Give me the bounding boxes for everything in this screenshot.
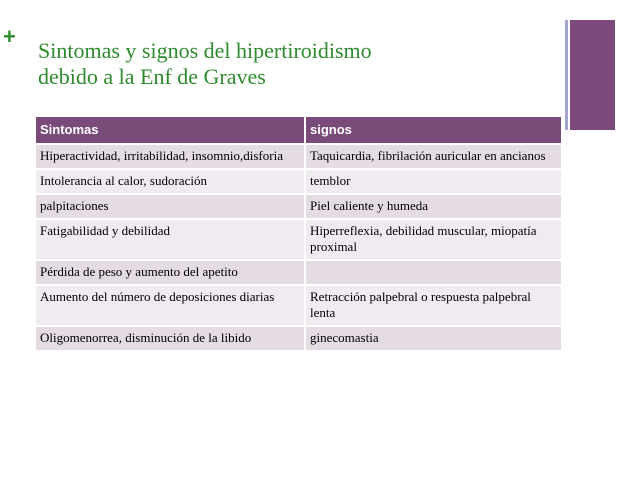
plus-icon: +	[3, 24, 16, 49]
symptoms-signs-table	[34, 115, 563, 352]
title-line-1: Sintomas y signos del hipertiroidismo	[38, 38, 372, 63]
table-cell: Hiperreflexia, debilidad muscular, miopatía proximal	[305, 219, 562, 260]
table-cell: Aumento del número de deposiciones diarias	[35, 285, 305, 326]
table-cell: Pérdida de peso y aumento del apetito	[35, 260, 305, 285]
table-cell: Retracción palpebral o respuesta palpebral lenta	[305, 285, 562, 326]
table-cell: Piel caliente y humeda	[305, 194, 562, 219]
header-signos: signos	[305, 116, 562, 144]
table-row	[35, 144, 562, 169]
table-cell: Hiperactividad, irritabilidad, insomnio,disforia	[35, 144, 305, 169]
table-row	[35, 219, 562, 260]
title-line-2: debido a la Enf de Graves	[38, 64, 266, 89]
decorative-wide-bar	[570, 20, 615, 130]
decorative-thin-bar	[565, 20, 568, 130]
slide-title	[38, 38, 518, 90]
table-cell: Fatigabilidad y debilidad	[35, 219, 305, 260]
table-cell: Oligomenorrea, disminución de la libido	[35, 326, 305, 351]
table-row	[35, 285, 562, 326]
table-cell: Taquicardia, fibrilación auricular en ancianos	[305, 144, 562, 169]
table-row	[35, 326, 562, 351]
table-cell: temblor	[305, 169, 562, 194]
table-cell: Intolerancia al calor, sudoración	[35, 169, 305, 194]
table-cell: palpitaciones	[35, 194, 305, 219]
table-row	[35, 169, 562, 194]
table-row	[35, 194, 562, 219]
table-cell: ginecomastia	[305, 326, 562, 351]
header-sintomas: Sintomas	[35, 116, 305, 144]
table-row	[35, 260, 562, 285]
table-cell	[305, 260, 562, 285]
table-header-row	[35, 116, 562, 144]
